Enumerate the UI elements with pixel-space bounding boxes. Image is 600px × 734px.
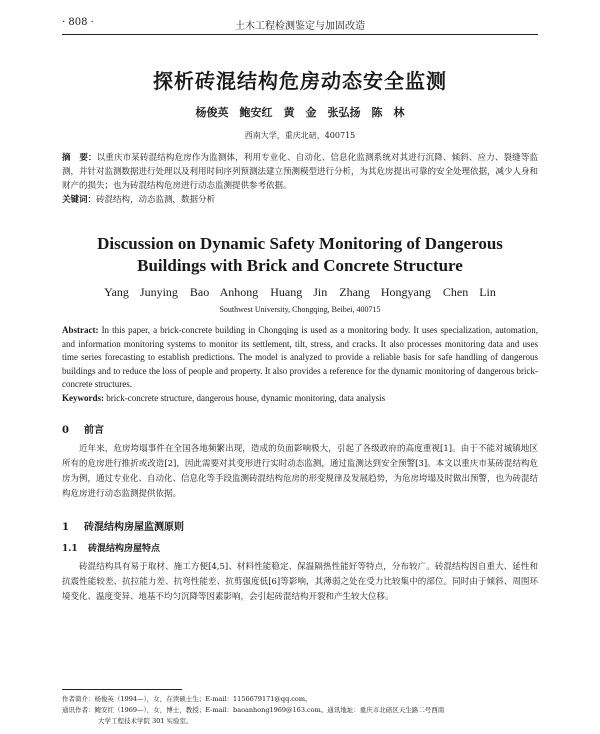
chinese-keywords-label: 关键词： xyxy=(62,195,97,205)
chinese-abstract-text: 以重庆市某砖混结构危房作为监测体，利用专业化、自动化、信息化监测系统对其进行沉降、倾斜、应力、裂缝等监测，并针对监测数据进行处理以及利用时间序列预测法建立预测模型进行分析，为其危房提出可靠的安全处理依据，减少人身和财产的损失；也为砖混结构危房进行动态监测提供参考依据。 xyxy=(62,153,539,191)
page-number: · 808 · xyxy=(62,17,94,28)
chinese-abstract xyxy=(62,151,538,193)
section-1-number: 1 xyxy=(62,522,69,533)
chinese-affiliation: 西南大学，重庆北碚，400715 xyxy=(244,131,356,140)
section-0-number: 0 xyxy=(62,425,69,436)
english-keywords xyxy=(62,392,538,406)
footnote-author-info: 作者简介：杨俊英（1994—），女，在读硕士生；E-mail：1156679171@qq.com。 xyxy=(62,695,312,703)
section-1-title: 砖混结构房屋监测原则 xyxy=(84,522,184,533)
english-abstract xyxy=(62,324,538,392)
chinese-abstract-label: 摘 要： xyxy=(62,153,97,163)
journal-name: 土木工程检测鉴定与加固改造 xyxy=(235,21,365,32)
english-title-line2: Buildings with Brick and Concrete Structure xyxy=(137,256,463,275)
english-authors: Yang Junying Bao Anhong Huang Jin Zhang Hongyang Chen Lin xyxy=(104,285,496,299)
subsection-1-1-paragraph: 砖混结构具有易于取材、施工方便[4,5]、材料性能稳定、保温隔热性能好等特点，分布较广。砖混结构因自重大、延性和抗震性能较差、抗拉能力差、抗弯性能差、抗剪强度低[6]等影响，其薄弱之处在受力比较集中的部位。同时由于倾斜、周围环境变化、温度变异、地基不均匀沉降等因素影响，会引起砖混结构开裂和产生较大位移。 xyxy=(62,562,538,602)
english-title-line1: Discussion on Dynamic Safety Monitoring of Dangerous xyxy=(97,234,503,253)
section-0-title: 前言 xyxy=(84,425,104,436)
section-1-heading xyxy=(62,518,538,533)
english-abstract-label: Abstract: xyxy=(62,325,99,335)
section-0-heading xyxy=(62,421,538,436)
subsection-1-1-number: 1.1 xyxy=(62,544,78,554)
chinese-keywords xyxy=(62,193,538,207)
chinese-authors: 杨俊英 鲍安红 黄 金 张弘扬 陈 林 xyxy=(195,106,405,119)
english-keywords-label: Keywords: xyxy=(62,392,104,403)
footnote-corresponding-author: 通讯作者：鲍安红（1969—），女，博士，教授；E-mail：baoanhong1969@163.com。通讯地址：重庆市北碚区天生路二号西南 xyxy=(62,706,445,714)
footnotes xyxy=(62,694,538,727)
chinese-title: 探析砖混结构危房动态安全监测 xyxy=(153,69,447,93)
section-0-paragraph: 近年来，危房垮塌事件在全国各地频繁出现，造成的负面影响极大，引起了各级政府的高度重视[1]。由于不能对城镇地区所有的危房进行推折或改造[2]，因此需要对其变形进行实时动态监测，通过监测达到安全预警[3]。本文以重庆市某砖混结构危房为例，通过专业化、自动化、信息化等手段监测砖混结构危房的形变规律及发展趋势，为危房垮塌及时做出预警，也为砖混结构危房进行动态监测提供依据。 xyxy=(62,444,539,499)
running-header xyxy=(62,0,538,35)
english-title xyxy=(62,233,538,277)
chinese-keywords-text: 砖混结构，动态监测，数据分析 xyxy=(96,195,216,205)
subsection-1-1-title: 砖混结构房屋特点 xyxy=(88,544,161,554)
english-abstract-text: In this paper, a brick-concrete building in Chongqing is used as a monitoring body. It uses specialization, automation, and information monitoring systems to monitor its settlement, tilt, stress, and cracks. It also processes monitoring data and uses time series forecasting to establish predictions. The model is analyzed to provide a reliable basis for safe handling of dangerous buildings and to reduce the loss of people and property. It also provides a reference for the dynamic monitoring of dangerous brick-concrete structures. xyxy=(62,325,539,389)
footnote-address-continued: 大学工程技术学院 301 实验室。 xyxy=(98,717,193,725)
footnote-divider xyxy=(62,689,182,690)
subsection-1-1-heading xyxy=(62,541,538,554)
english-keywords-text: brick-concrete structure, dangerous house, dynamic monitoring, data analysis xyxy=(106,392,386,403)
english-affiliation: Southwest University, Chongqing, Beibei, 400715 xyxy=(219,305,381,314)
